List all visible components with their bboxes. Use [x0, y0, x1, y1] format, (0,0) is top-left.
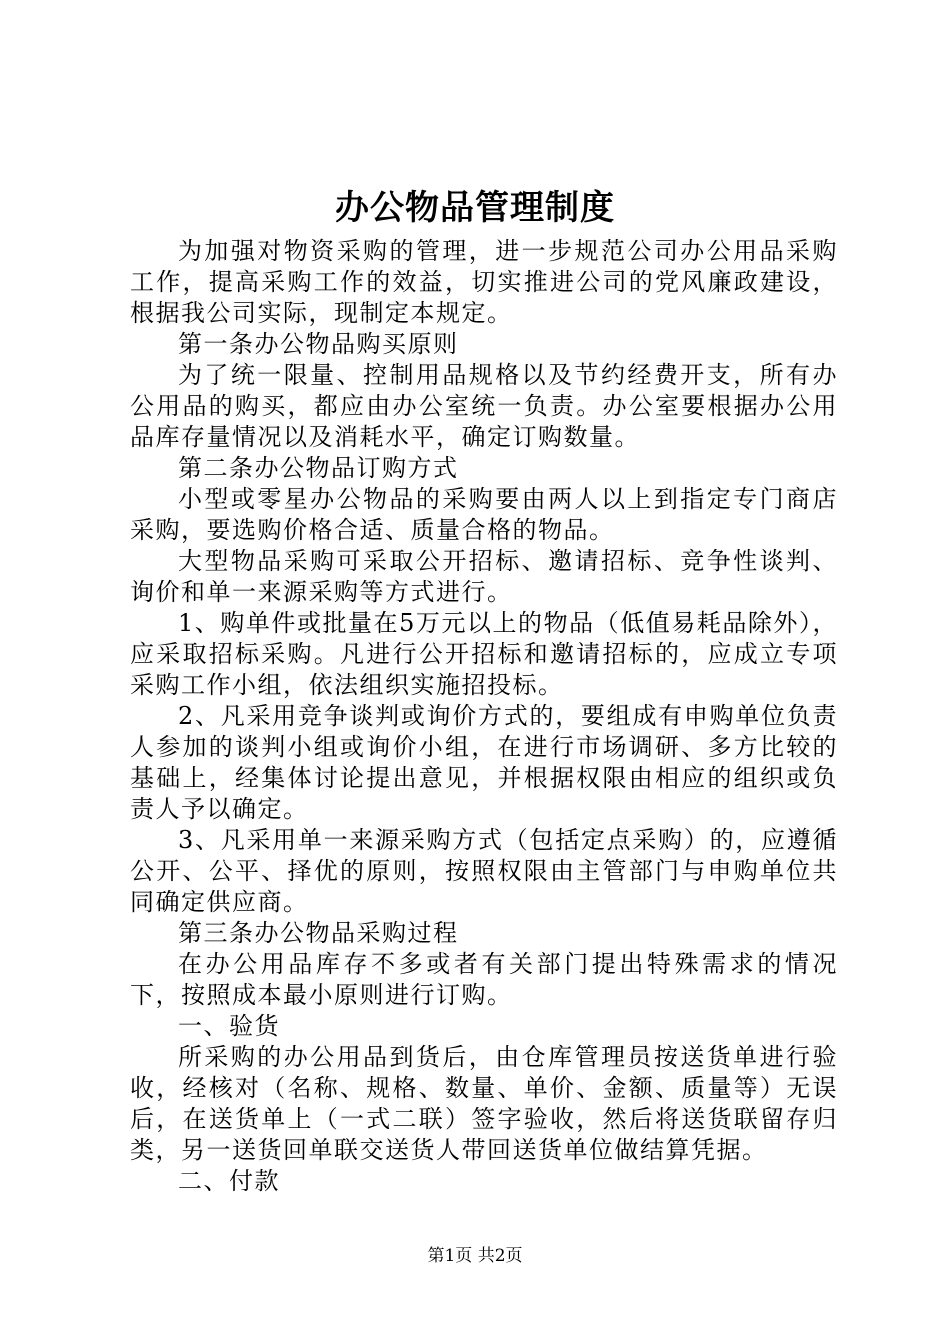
article-1-heading: 第一条办公物品购买原则: [178, 330, 459, 358]
page-footer: 第1页 共2页: [427, 1246, 523, 1266]
article-2-heading: 第二条办公物品订购方式: [178, 454, 459, 482]
section-payment-heading: 二、付款: [178, 1167, 280, 1195]
intro-paragraph: 为加强对物资采购的管理，进一步规范公司办公用品采购工作，提高采购工作的效益，切实推进公司的党风廉政建设，根据我公司实际，现制定本规定。: [130, 237, 838, 327]
section-inspection-heading: 一、验货: [178, 1012, 280, 1040]
article-2-paragraph-large-items: 大型物品采购可采取公开招标、邀请招标、竞争性谈判、询价和单一来源采购等方式进行。: [130, 547, 838, 606]
section-inspection-paragraph: 所采购的办公用品到货后，由仓库管理员按送货单进行验收，经核对（名称、规格、数量、单价、金额、质量等）无误后，在送货单上（一式二联）签字验收，然后将送货联留存归类，另一送货回单联交送货人带回送货单位做结算凭据。: [130, 1043, 838, 1164]
document-body: [130, 236, 838, 1197]
article-3-heading: 第三条办公物品采购过程: [178, 919, 459, 947]
article-3-paragraph: 在办公用品库存不多或者有关部门提出特殊需求的情况下，按照成本最小原则进行订购。: [130, 950, 838, 1009]
article-2-item-2: 2、凡采用竞争谈判或询价方式的，要组成有申购单位负责人参加的谈判小组或询价小组，在进行市场调研、多方比较的基础上，经集体讨论提出意见，并根据权限由相应的组织或负责人予以确定。: [130, 702, 838, 823]
article-1-paragraph: 为了统一限量、控制用品规格以及节约经费开支，所有办公用品的购买，都应由办公室统一负责。办公室要根据办公用品库存量情况以及消耗水平，确定订购数量。: [130, 361, 838, 451]
document-title: 办公物品管理制度: [335, 188, 615, 228]
article-2-paragraph-small-items: 小型或零星办公物品的采购要由两人以上到指定专门商店采购，要选购价格合适、质量合格的物品。: [130, 485, 838, 544]
article-2-item-3: 3、凡采用单一来源采购方式（包括定点采购）的，应遵循公开、公平、择优的原则，按照权限由主管部门与申购单位共同确定供应商。: [130, 826, 838, 916]
article-2-item-1: 1、购单件或批量在5万元以上的物品（低值易耗品除外），应采取招标采购。凡进行公开招标和邀请招标的，应成立专项采购工作小组，依法组织实施招投标。: [130, 609, 838, 699]
